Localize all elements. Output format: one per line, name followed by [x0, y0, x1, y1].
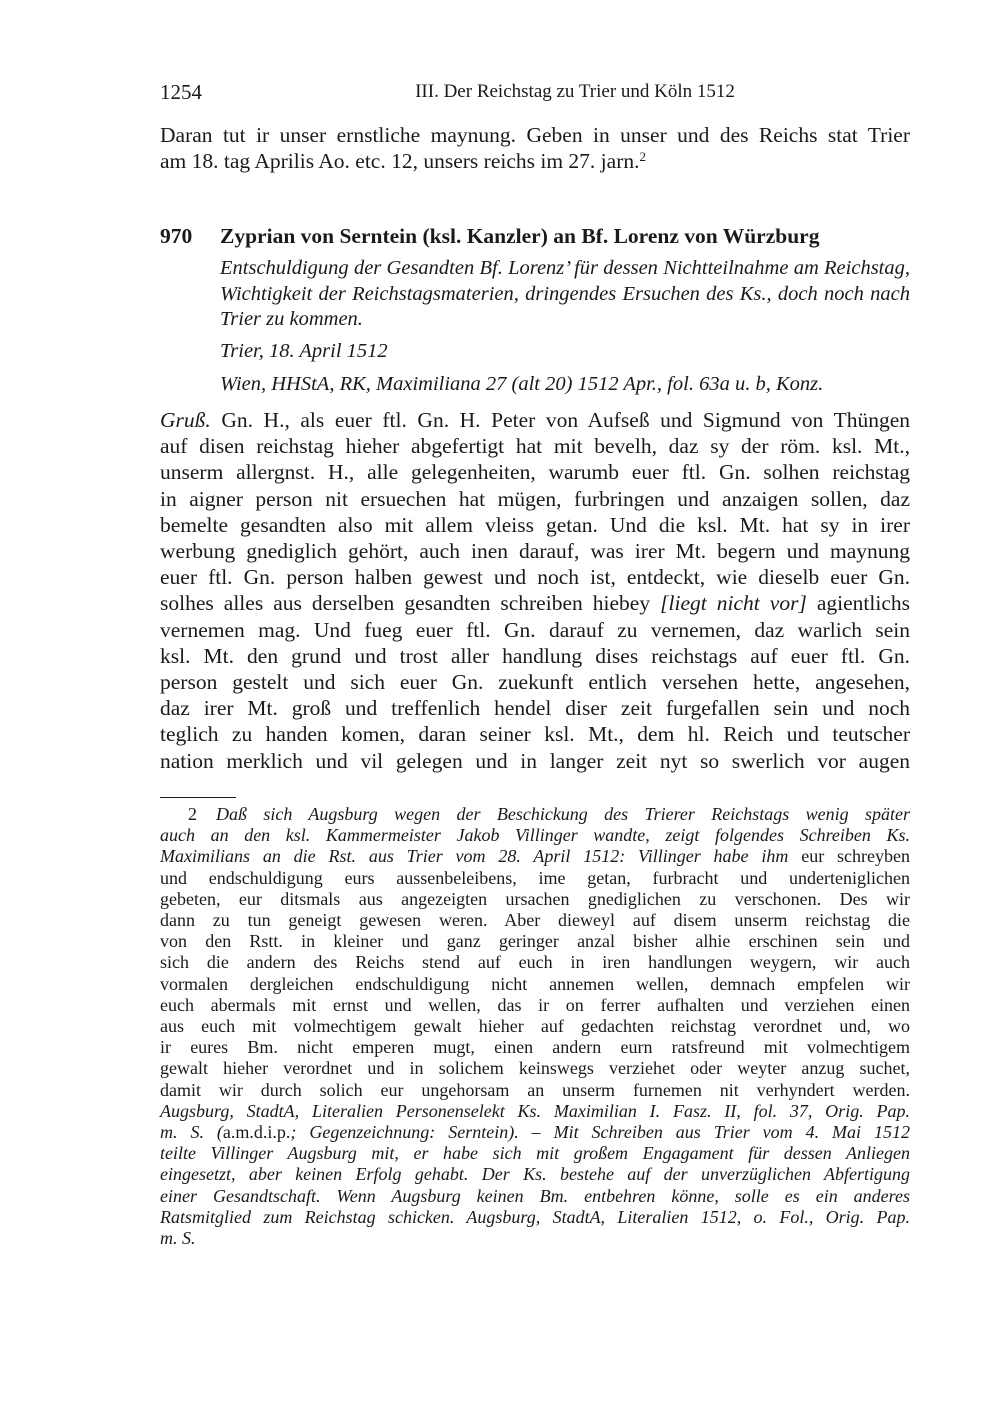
footnote-line: m. S. [160, 1228, 196, 1249]
intro-line: am 18. tag Aprilis Ao. etc. 12, unsers reichs im 27. jarn. [160, 149, 640, 173]
document-number: 970 [160, 224, 193, 248]
footnote-line: damit wir durch solich eur ungehorsam an unserm furnemen nit verhyndert werden. [160, 1079, 910, 1100]
document-title: Zyprian von Serntein (ksl. Kanzler) an Bf. Lorenz von Würzburg [220, 224, 820, 248]
source-citation: Wien, HHStA, RK, Maximiliana 27 (alt 20) 1512 Apr., fol. 63a u. b, Konz. [220, 372, 824, 395]
body-line: nation merklich und vil gelegen und in langer zeit nyt so swerlich vor augen [160, 748, 910, 773]
footnote-line: dann zu tun geneigt gewesen weren. Aber dieweyl auf disem unserm reichstag die [160, 910, 910, 931]
footnote-line: ir eures Bm. nicht emperen mugt, einen andern eurn ratsfreund mit volmechtigem [160, 1037, 910, 1058]
footnote-line: einer Gesandtschaft. Wenn Augsburg keinen Bm. entbehren könne, solle es ein anderes [160, 1185, 910, 1206]
footnote-line: gewalt hieher verordnet und in solichem keinswegs verziehet oder weyter anzug suchet, [160, 1058, 910, 1079]
body-line: ksl. Mt. den grund und trost aller handlung dises reichstags auf euer ftl. Gn. [160, 643, 910, 668]
footnote-line: auch an den ksl. Kammermeister Jakob Villinger wandte, zeigt folgendes Schreiben Ks. [160, 825, 910, 846]
page-header [160, 80, 910, 106]
body-line: person gestelt und sich euer Gn. zuekunft entlich versehen hette, angesehen, [160, 670, 910, 695]
footnote-line: vormalen dergleichen endschuldigung nicht annemen wellen, demnach empfelen wir [160, 973, 910, 994]
page-number: 1254 [160, 80, 202, 104]
document-heading [160, 222, 910, 397]
footnote-line: Ratsmitglied zum Reichstag schicken. Augsburg, StadtA, Literalien 1512, o. Fol., Orig. Pap. [160, 1206, 910, 1227]
footnote-line: von den Rstt. in kleiner und ganz geringer anzal bisher alhie erschinen sein und [160, 931, 910, 952]
footnote-line: gebeten, eur ditsmals aus angezeigten ursachen gnediglichen zu verschonen. Des wir [160, 888, 910, 909]
body-line: auf disen reichstag hieher abgefertigt hat mit bevelh, daz sy der röm. ksl. Mt., [160, 434, 910, 459]
body-line: unserm allergnst. H., alle gelegenheiten, warumb euer ftl. Gn. solhen reichstag [160, 460, 910, 485]
footnote-number: 2 [188, 804, 197, 824]
footnote-reference[interactable]: 2 [639, 149, 646, 164]
dating: Trier, 18. April 1512 [220, 339, 388, 362]
body-line: in aigner person nit ersuechen hat mügen, furbringen und anzaigen sollen, daz [160, 486, 910, 511]
footnote-line: und endschuldigung eurs aussenbeleibens, ime getan, furbracht und underteniglichen [160, 867, 910, 888]
document-title-line [160, 222, 910, 250]
body-line: euer ftl. Gn. person halben gewest und noch ist, entdeckt, wie dieselb euer Gn. [160, 565, 910, 590]
salutation: Gruß. [160, 408, 211, 432]
intro-paragraph [160, 122, 910, 174]
footnote-line: 2 Daß sich Augsburg wegen der Beschickung des Trierer Reichstags wenig später [160, 804, 910, 825]
body-line: solhes alles aus derselben gesandten schreiben hiebey [liegt nicht vor] agientlichs [160, 591, 911, 616]
editorial-note: [liegt nicht vor] [660, 591, 807, 616]
running-head: III. Der Reichstag zu Trier und Köln 1512 [415, 81, 735, 102]
footnote-separator [160, 797, 236, 798]
footnote-line: euch abermals mit ernst und wellen, das ir on ferrer aufhalten und verziehen einen [160, 994, 910, 1015]
footnote-line: Augsburg, StadtA, Literalien Personenselekt Ks. Maximilian I. Fasz. II, fol. 37, Orig. Pap. [160, 1100, 910, 1121]
body-line: daz irer Mt. groß und treffenlich hendel diser zeit furgefallen sein und noch [160, 696, 910, 721]
footnote [160, 804, 910, 1249]
body-line: werbung gnediglich gehört, auch inen darauf, was irer Mt. begern und maynung [160, 539, 910, 564]
footnote-line: teilte Villinger Augsburg mit, er habe sich mit großem Engagament für dessen Anliegen [160, 1143, 910, 1164]
body-line: Gruß. Gn. H., als euer ftl. Gn. H. Peter von Aufseß und Sigmund von Thüngen [160, 408, 910, 432]
intro-line: Daran tut ir unser ernstliche maynung. Geben in unser und des Reichs stat Trier [160, 123, 910, 147]
footnote-line: Maximilians an die Rst. aus Trier vom 28. April 1512: Villinger habe ihm eur schreyben [160, 846, 911, 867]
letter-body [160, 407, 910, 774]
footnote-line: eingesetzt, aber keinen Erfolg gehabt. Der Ks. bestehe auf der unverzüglichen Abfertigung [160, 1164, 910, 1185]
body-line: bemelte gesandten also mit allem vleiss getan. Und die ksl. Mt. hat sy in irer [160, 512, 910, 537]
footnote-line: sich die andern des Reichs stend auf euch in iren handlungen weygern, wir auch [160, 952, 910, 973]
footnote-line: aus euch mit volmechtigem gewalt hieher auf gedachten reichstag verordnet und, wo [160, 1016, 910, 1037]
body-line: teglich zu handen komen, daran seiner ksl. Mt., dem hl. Reich und teutscher [160, 722, 910, 747]
body-line: vernemen mag. Und fueg euer ftl. Gn. darauf zu vernemen, daz warlich sein [160, 617, 910, 642]
regest: Entschuldigung der Gesandten Bf. Lorenz’ für dessen Nichtteilnahme am Reichstag, Wichtigkeit der Reichstagsmaterien, dringendes Ersuchen des Ks., doch noch nach Trier zu kommen. [220, 257, 910, 330]
footnote-line: m. S. (a.m.d.i.p.; Gegenzeichnung: Serntein). – Mit Schreiben aus Trier vom 4. Mai 1512 [160, 1122, 910, 1143]
